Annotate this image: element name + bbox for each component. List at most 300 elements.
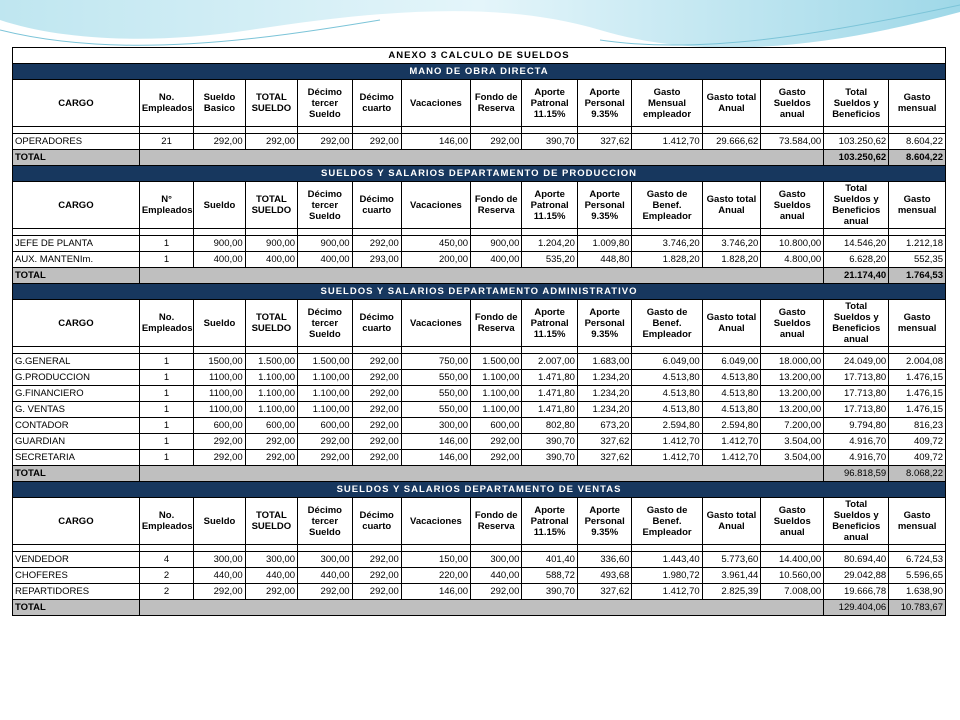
value-cell: 1.412,70 — [702, 434, 761, 450]
value-cell: 4.916,70 — [824, 434, 889, 450]
value-cell: 1.638,90 — [889, 584, 946, 600]
column-header: Aporte Personal 9.35% — [577, 300, 632, 347]
value-cell: 1.500,00 — [245, 354, 297, 370]
cargo-cell: SECRETARIA — [13, 450, 140, 466]
column-header: Décimo cuarto — [352, 498, 401, 545]
value-cell: 10.560,00 — [761, 568, 824, 584]
cargo-cell: G.GENERAL — [13, 354, 140, 370]
header-row — [13, 80, 946, 127]
total-fill — [139, 268, 823, 284]
value-cell: 900,00 — [298, 236, 353, 252]
spacer-cell — [245, 229, 297, 236]
total-fill — [139, 150, 823, 166]
value-cell: 17.713,80 — [824, 402, 889, 418]
value-cell: 1.828,20 — [632, 252, 702, 268]
value-cell: 1 — [139, 252, 194, 268]
spacer-cell — [298, 545, 353, 552]
value-cell: 673,20 — [577, 418, 632, 434]
column-header: Décimo tercer Sueldo — [298, 80, 353, 127]
value-cell: 8.604,22 — [889, 134, 946, 150]
value-cell: 4.513,80 — [632, 370, 702, 386]
value-cell: 327,62 — [577, 584, 632, 600]
spacer-cell — [245, 127, 297, 134]
spacer-cell — [824, 545, 889, 552]
value-cell: 1 — [139, 354, 194, 370]
value-cell: 146,00 — [401, 434, 470, 450]
spacer-cell — [632, 127, 702, 134]
column-header: Gasto mensual — [889, 498, 946, 545]
cargo-cell: JEFE DE PLANTA — [13, 236, 140, 252]
value-cell: 550,00 — [401, 386, 470, 402]
value-cell: 1500,00 — [194, 354, 245, 370]
section-title: SUELDOS Y SALARIOS DEPARTAMENTO DE VENTAS — [13, 482, 946, 498]
value-cell: 1 — [139, 402, 194, 418]
value-cell: 535,20 — [522, 252, 578, 268]
column-header: Vacaciones — [401, 498, 470, 545]
spacer-cell — [13, 545, 140, 552]
value-cell: 300,00 — [194, 552, 245, 568]
value-cell: 1.212,18 — [889, 236, 946, 252]
total-value: 8.604,22 — [889, 150, 946, 166]
column-header: Gasto Mensual empleador — [632, 80, 702, 127]
spacer-cell — [702, 127, 761, 134]
value-cell: 292,00 — [352, 568, 401, 584]
spacer-cell — [632, 545, 702, 552]
value-cell: 4.513,80 — [632, 402, 702, 418]
table-row — [13, 236, 946, 252]
total-value: 1.764,53 — [889, 268, 946, 284]
spacer-cell — [401, 347, 470, 354]
value-cell: 292,00 — [194, 584, 245, 600]
column-header: Aporte Personal 9.35% — [577, 498, 632, 545]
spacer-cell — [298, 229, 353, 236]
spacer-cell — [761, 229, 824, 236]
cargo-cell: CHOFERES — [13, 568, 140, 584]
column-header: Gasto total Anual — [702, 80, 761, 127]
value-cell: 1.234,20 — [577, 370, 632, 386]
column-header: Gasto mensual — [889, 80, 946, 127]
total-label: TOTAL — [13, 268, 140, 284]
column-header: Aporte Patronal 11.15% — [522, 498, 578, 545]
value-cell: 327,62 — [577, 434, 632, 450]
value-cell: 1.828,20 — [702, 252, 761, 268]
value-cell: 293,00 — [352, 252, 401, 268]
value-cell: 440,00 — [194, 568, 245, 584]
value-cell: 292,00 — [471, 134, 522, 150]
spacer-row — [13, 347, 946, 354]
column-header: Fondo de Reserva — [471, 300, 522, 347]
spacer-cell — [889, 347, 946, 354]
value-cell: 440,00 — [298, 568, 353, 584]
value-cell: 292,00 — [352, 450, 401, 466]
column-header: Gasto de Benef. Empleador — [632, 498, 702, 545]
table-row — [13, 134, 946, 150]
value-cell: 1.471,80 — [522, 386, 578, 402]
total-row — [13, 150, 946, 166]
column-header: Décimo cuarto — [352, 80, 401, 127]
spacer-cell — [824, 127, 889, 134]
column-header: CARGO — [13, 498, 140, 545]
table-row — [13, 418, 946, 434]
spacer-cell — [13, 229, 140, 236]
column-header: Gasto Sueldos anual — [761, 300, 824, 347]
column-header: Gasto Sueldos anual — [761, 80, 824, 127]
value-cell: 1.412,70 — [632, 134, 702, 150]
header-row — [13, 300, 946, 347]
value-cell: 13.200,00 — [761, 370, 824, 386]
value-cell: 750,00 — [401, 354, 470, 370]
column-header: Aporte Patronal 11.15% — [522, 182, 578, 229]
value-cell: 292,00 — [471, 584, 522, 600]
spacer-cell — [522, 347, 578, 354]
value-cell: 29.042,88 — [824, 568, 889, 584]
value-cell: 1.204,20 — [522, 236, 578, 252]
value-cell: 400,00 — [298, 252, 353, 268]
value-cell: 802,80 — [522, 418, 578, 434]
value-cell: 4.513,80 — [702, 386, 761, 402]
spacer-cell — [632, 347, 702, 354]
value-cell: 390,70 — [522, 450, 578, 466]
header-row — [13, 182, 946, 229]
spacer-cell — [352, 545, 401, 552]
value-cell: 292,00 — [471, 434, 522, 450]
value-cell: 327,62 — [577, 134, 632, 150]
column-header: Aporte Patronal 11.15% — [522, 300, 578, 347]
value-cell: 17.713,80 — [824, 386, 889, 402]
value-cell: 4.513,80 — [702, 402, 761, 418]
value-cell: 6.049,00 — [702, 354, 761, 370]
value-cell: 1.009,80 — [577, 236, 632, 252]
value-cell: 7.008,00 — [761, 584, 824, 600]
value-cell: 4.513,80 — [632, 386, 702, 402]
column-header: TOTAL SUELDO — [245, 80, 297, 127]
value-cell: 600,00 — [245, 418, 297, 434]
value-cell: 1100,00 — [194, 386, 245, 402]
value-cell: 1.412,70 — [702, 450, 761, 466]
table-row — [13, 552, 946, 568]
value-cell: 1.100,00 — [471, 370, 522, 386]
spacer-cell — [139, 127, 194, 134]
cargo-cell: CONTADOR — [13, 418, 140, 434]
table-row — [13, 434, 946, 450]
value-cell: 450,00 — [401, 236, 470, 252]
value-cell: 1.100,00 — [298, 402, 353, 418]
column-header: Gasto total Anual — [702, 182, 761, 229]
spacer-cell — [352, 347, 401, 354]
column-header: No. Empleados — [139, 498, 194, 545]
value-cell: 146,00 — [401, 584, 470, 600]
total-value: 21.174,40 — [824, 268, 889, 284]
value-cell: 292,00 — [471, 450, 522, 466]
total-label: TOTAL — [13, 150, 140, 166]
value-cell: 13.200,00 — [761, 386, 824, 402]
total-row — [13, 268, 946, 284]
value-cell: 552,35 — [889, 252, 946, 268]
section-band-row — [13, 284, 946, 300]
value-cell: 493,68 — [577, 568, 632, 584]
section-band-row — [13, 482, 946, 498]
spacer-cell — [824, 229, 889, 236]
value-cell: 400,00 — [245, 252, 297, 268]
value-cell: 29.666,62 — [702, 134, 761, 150]
section-title: MANO DE OBRA DIRECTA — [13, 64, 946, 80]
value-cell: 1.100,00 — [471, 402, 522, 418]
total-value: 103.250,62 — [824, 150, 889, 166]
column-header: Décimo cuarto — [352, 300, 401, 347]
spacer-cell — [139, 347, 194, 354]
value-cell: 3.504,00 — [761, 434, 824, 450]
value-cell: 292,00 — [352, 370, 401, 386]
value-cell: 588,72 — [522, 568, 578, 584]
value-cell: 1.100,00 — [245, 370, 297, 386]
value-cell: 550,00 — [401, 402, 470, 418]
spacer-cell — [471, 127, 522, 134]
column-header: Total Sueldos y Beneficios anual — [824, 182, 889, 229]
spacer-cell — [702, 229, 761, 236]
value-cell: 292,00 — [352, 418, 401, 434]
value-cell: 336,60 — [577, 552, 632, 568]
value-cell: 146,00 — [401, 134, 470, 150]
column-header: Gasto Sueldos anual — [761, 498, 824, 545]
column-header: Décimo cuarto — [352, 182, 401, 229]
value-cell: 401,40 — [522, 552, 578, 568]
value-cell: 3.746,20 — [632, 236, 702, 252]
value-cell: 4.513,80 — [702, 370, 761, 386]
column-header: Vacaciones — [401, 182, 470, 229]
section-band-row — [13, 166, 946, 182]
value-cell: 292,00 — [245, 434, 297, 450]
spacer-cell — [824, 347, 889, 354]
value-cell: 390,70 — [522, 434, 578, 450]
value-cell: 6.049,00 — [632, 354, 702, 370]
total-label: TOTAL — [13, 466, 140, 482]
spacer-cell — [13, 347, 140, 354]
value-cell: 292,00 — [298, 584, 353, 600]
column-header: Décimo tercer Sueldo — [298, 300, 353, 347]
value-cell: 390,70 — [522, 134, 578, 150]
value-cell: 300,00 — [298, 552, 353, 568]
value-cell: 300,00 — [245, 552, 297, 568]
value-cell: 2.007,00 — [522, 354, 578, 370]
value-cell: 1 — [139, 386, 194, 402]
spacer-cell — [889, 545, 946, 552]
column-header: Aporte Patronal 11.15% — [522, 80, 578, 127]
column-header: TOTAL SUELDO — [245, 182, 297, 229]
value-cell: 550,00 — [401, 370, 470, 386]
column-header: Total Sueldos y Beneficios anual — [824, 498, 889, 545]
value-cell: 292,00 — [298, 434, 353, 450]
value-cell: 600,00 — [298, 418, 353, 434]
spacer-row — [13, 127, 946, 134]
value-cell: 73.584,00 — [761, 134, 824, 150]
value-cell: 5.773,60 — [702, 552, 761, 568]
value-cell: 19.666,78 — [824, 584, 889, 600]
spacer-cell — [298, 347, 353, 354]
spacer-row — [13, 229, 946, 236]
value-cell: 440,00 — [245, 568, 297, 584]
value-cell: 1.100,00 — [245, 402, 297, 418]
value-cell: 1100,00 — [194, 370, 245, 386]
value-cell: 4.800,00 — [761, 252, 824, 268]
total-value: 96.818,59 — [824, 466, 889, 482]
total-value: 8.068,22 — [889, 466, 946, 482]
table-row — [13, 354, 946, 370]
value-cell: 300,00 — [471, 552, 522, 568]
spacer-cell — [522, 545, 578, 552]
total-row — [13, 600, 946, 616]
value-cell: 900,00 — [245, 236, 297, 252]
cargo-cell: REPARTIDORES — [13, 584, 140, 600]
salary-calculation-sheet — [12, 47, 946, 616]
value-cell: 1.412,70 — [632, 450, 702, 466]
value-cell: 14.400,00 — [761, 552, 824, 568]
value-cell: 292,00 — [245, 450, 297, 466]
column-header: No. Empleados — [139, 300, 194, 347]
value-cell: 292,00 — [194, 134, 245, 150]
value-cell: 1.100,00 — [245, 386, 297, 402]
value-cell: 6.628,20 — [824, 252, 889, 268]
value-cell: 3.961,44 — [702, 568, 761, 584]
value-cell: 292,00 — [194, 434, 245, 450]
value-cell: 7.200,00 — [761, 418, 824, 434]
column-header: No. Empleados — [139, 80, 194, 127]
section-band-row — [13, 64, 946, 80]
spacer-cell — [13, 127, 140, 134]
spacer-cell — [401, 229, 470, 236]
column-header: Vacaciones — [401, 300, 470, 347]
salary-table — [12, 47, 946, 616]
column-header: Vacaciones — [401, 80, 470, 127]
value-cell: 220,00 — [401, 568, 470, 584]
value-cell: 1.100,00 — [471, 386, 522, 402]
value-cell: 409,72 — [889, 434, 946, 450]
value-cell: 292,00 — [352, 354, 401, 370]
spacer-cell — [194, 127, 245, 134]
spacer-row — [13, 545, 946, 552]
spacer-cell — [702, 347, 761, 354]
value-cell: 300,00 — [401, 418, 470, 434]
spacer-cell — [761, 127, 824, 134]
value-cell: 1.443,40 — [632, 552, 702, 568]
spacer-cell — [702, 545, 761, 552]
total-value: 129.404,06 — [824, 600, 889, 616]
title-row — [13, 48, 946, 64]
spacer-cell — [352, 229, 401, 236]
value-cell: 9.794,80 — [824, 418, 889, 434]
spacer-cell — [577, 545, 632, 552]
spacer-cell — [352, 127, 401, 134]
table-row — [13, 584, 946, 600]
value-cell: 600,00 — [194, 418, 245, 434]
value-cell: 24.049,00 — [824, 354, 889, 370]
value-cell: 292,00 — [352, 434, 401, 450]
value-cell: 409,72 — [889, 450, 946, 466]
value-cell: 1.234,20 — [577, 386, 632, 402]
column-header: Fondo de Reserva — [471, 498, 522, 545]
spacer-cell — [577, 347, 632, 354]
value-cell: 21 — [139, 134, 194, 150]
column-header: CARGO — [13, 80, 140, 127]
value-cell: 292,00 — [352, 386, 401, 402]
value-cell: 292,00 — [194, 450, 245, 466]
value-cell: 1.683,00 — [577, 354, 632, 370]
value-cell: 816,23 — [889, 418, 946, 434]
value-cell: 292,00 — [352, 236, 401, 252]
column-header: Gasto Sueldos anual — [761, 182, 824, 229]
table-row — [13, 402, 946, 418]
column-header: Gasto de Benef. Empleador — [632, 182, 702, 229]
value-cell: 448,80 — [577, 252, 632, 268]
value-cell: 146,00 — [401, 450, 470, 466]
value-cell: 292,00 — [352, 402, 401, 418]
spacer-cell — [194, 229, 245, 236]
value-cell: 18.000,00 — [761, 354, 824, 370]
sheet-title: ANEXO 3 CALCULO DE SUELDOS — [13, 48, 946, 64]
spacer-cell — [471, 229, 522, 236]
value-cell: 1.980,72 — [632, 568, 702, 584]
value-cell: 1.412,70 — [632, 434, 702, 450]
table-row — [13, 450, 946, 466]
cargo-cell: G.PRODUCCION — [13, 370, 140, 386]
value-cell: 440,00 — [471, 568, 522, 584]
value-cell: 1100,00 — [194, 402, 245, 418]
value-cell: 17.713,80 — [824, 370, 889, 386]
column-header: Sueldo — [194, 498, 245, 545]
value-cell: 1.476,15 — [889, 370, 946, 386]
value-cell: 1.100,00 — [298, 370, 353, 386]
column-header: N° Empleados — [139, 182, 194, 229]
column-header: Gasto total Anual — [702, 300, 761, 347]
value-cell: 200,00 — [401, 252, 470, 268]
value-cell: 1 — [139, 418, 194, 434]
value-cell: 2.004,08 — [889, 354, 946, 370]
value-cell: 900,00 — [194, 236, 245, 252]
value-cell: 292,00 — [352, 552, 401, 568]
value-cell: 400,00 — [194, 252, 245, 268]
value-cell: 292,00 — [298, 134, 353, 150]
column-header: Gasto de Benef. Empleador — [632, 300, 702, 347]
column-header: Décimo tercer Sueldo — [298, 182, 353, 229]
value-cell: 327,62 — [577, 450, 632, 466]
value-cell: 14.546,20 — [824, 236, 889, 252]
spacer-cell — [761, 545, 824, 552]
spacer-cell — [401, 545, 470, 552]
spacer-cell — [889, 127, 946, 134]
spacer-cell — [471, 545, 522, 552]
cargo-cell: G. VENTAS — [13, 402, 140, 418]
spacer-cell — [761, 347, 824, 354]
cargo-cell: VENDEDOR — [13, 552, 140, 568]
spacer-cell — [401, 127, 470, 134]
spacer-cell — [889, 229, 946, 236]
spacer-cell — [139, 229, 194, 236]
section-title: SUELDOS Y SALARIOS DEPARTAMENTO ADMINISTRATIVO — [13, 284, 946, 300]
value-cell: 2.594,80 — [702, 418, 761, 434]
table-row — [13, 568, 946, 584]
section-title: SUELDOS Y SALARIOS DEPARTAMENTO DE PRODUCCION — [13, 166, 946, 182]
value-cell: 292,00 — [245, 584, 297, 600]
spacer-cell — [194, 545, 245, 552]
value-cell: 1 — [139, 236, 194, 252]
value-cell: 900,00 — [471, 236, 522, 252]
value-cell: 3.504,00 — [761, 450, 824, 466]
column-header: Gasto mensual — [889, 182, 946, 229]
column-header: Gasto mensual — [889, 300, 946, 347]
value-cell: 10.800,00 — [761, 236, 824, 252]
column-header: Total Sueldos y Beneficios anual — [824, 300, 889, 347]
value-cell: 1 — [139, 370, 194, 386]
spacer-cell — [245, 545, 297, 552]
